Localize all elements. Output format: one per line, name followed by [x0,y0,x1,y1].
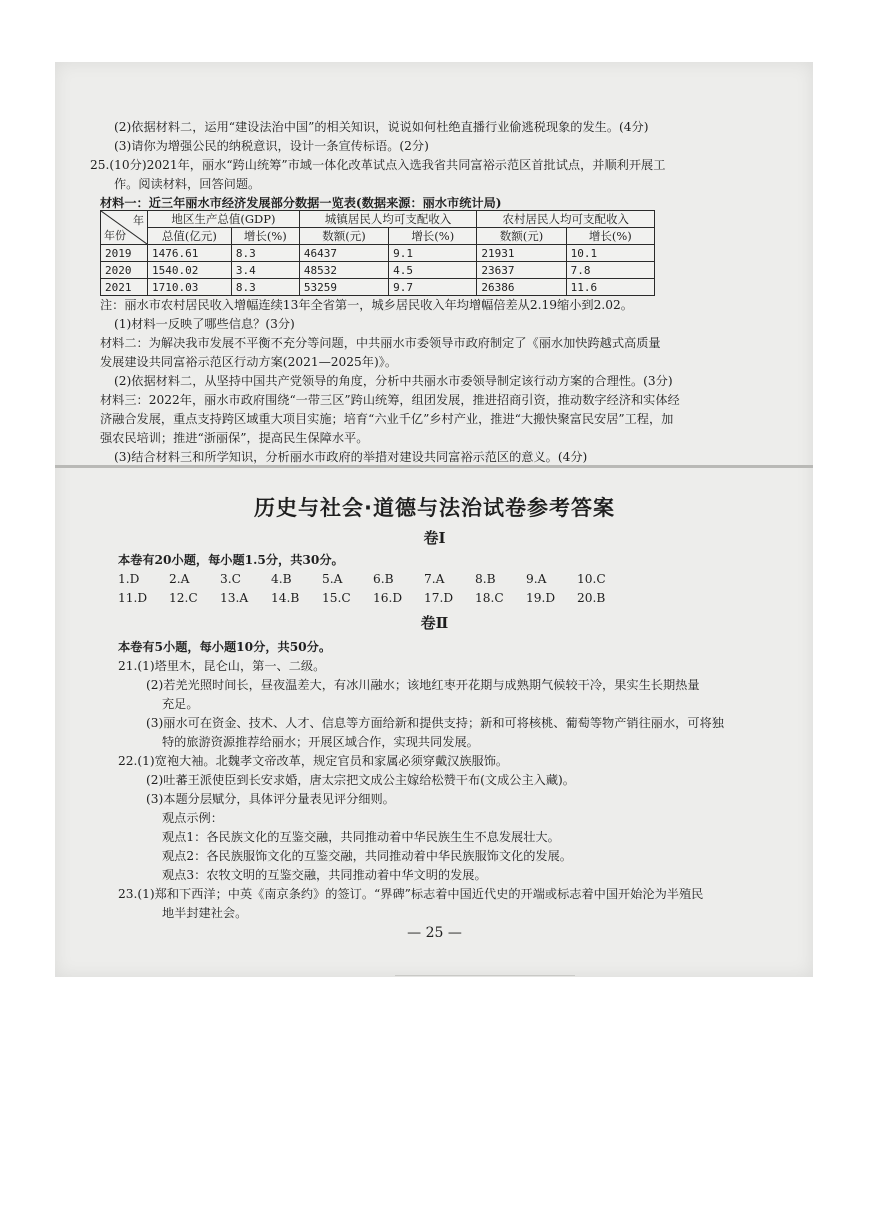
table-cell: 26386 [477,279,566,296]
table-subheader: 增长(%) [231,228,299,245]
mc-answer: 3.C [220,572,241,586]
answer-22-1: 22.(1)宽袍大袖。北魏孝文帝改革，规定官员和家属必须穿戴汉族服饰。 [118,754,509,768]
corner-label-bottom: 年份 [104,229,126,242]
table-cell: 9.1 [389,245,477,262]
volume-2-title: 卷Ⅱ [420,614,449,632]
material1-title: 材料一：近三年丽水市经济发展部分数据一览表(数据来源：丽水市统计局) [100,196,502,210]
table-subheader: 总值(亿元) [148,228,232,245]
table-note: 注：丽水市农村居民收入增幅连续13年全省第一，城乡居民收入年均增幅倍差从2.19缩小到2.02。 [100,298,633,312]
mc-answer: 5.A [322,572,343,586]
mc-answers-row-1 [118,570,778,589]
economy-table-wrap [0,208,869,298]
mc-answer: 17.D [424,591,454,605]
table-subheader: 数额(元) [299,228,388,245]
question-section [90,118,780,213]
mc-answer: 13.A [220,591,249,605]
mc-answer: 15.C [322,591,351,605]
table-cell: 48532 [299,262,388,279]
mc-answer: 1.D [118,572,140,586]
table-cell: 4.5 [389,262,477,279]
q25-intro-line2: 作。阅读材料，回答问题。 [114,177,261,191]
mc-answer: 6.B [373,572,394,586]
mc-answer: 10.C [577,572,606,586]
q25-sub1: (1)材料一反映了哪些信息？(3分) [114,317,295,331]
mc-answers-row-2 [118,589,778,608]
answer-23-1-line1: 23.(1)郑和下西洋；中英《南京条约》的签订。“界碑”标志着中国近代史的开端或标志着中国开始沦为半殖民 [118,887,704,901]
mc-answer: 19.D [526,591,556,605]
mc-answer: 2.A [169,572,190,586]
economy-table [100,210,655,296]
table-cell: 1476.61 [148,245,232,262]
material2-line2: 发展建设共同富裕示范区行动方案(2021—2025年)》。 [100,355,398,369]
table-cell: 21931 [477,245,566,262]
volume-1-title: 卷Ⅰ [423,529,446,547]
volume-1-desc: 本卷有20小题，每小题1.5分，共30分。 [118,553,344,567]
page-number: — 25 — [407,925,462,941]
answer-22-2: (2)吐蕃王派使臣到长安求婚，唐太宗把文成公主嫁给松赞干布(文成公主入藏)。 [146,773,575,787]
mc-answer: 4.B [271,572,292,586]
mc-answer: 7.A [424,572,445,586]
table-group-urban: 城镇居民人均可支配收入 [299,211,477,228]
q24-sub3: (3)请你为增强公民的纳税意识，设计一条宣传标语。(2分) [114,139,429,153]
answer-21-3-line1: (3)丽水可在资金、技术、人才、信息等方面给新和提供支持；新和可将核桃、葡萄等物产销往丽水，可将独 [146,716,724,730]
q25-intro-line1: 25.(10分)2021年，丽水“跨山统筹”市域一体化改革试点入选我省共同富裕示范区首批试点，并顺利开展工 [90,158,666,172]
answer-21-2-line2: 充足。 [162,697,199,711]
q25-sub2: (2)依据材料二，从坚持中国共产党领导的角度，分析中共丽水市委领导制定该行动方案的合理性。(3分) [114,374,673,388]
mc-answer: 18.C [475,591,504,605]
mc-answer: 9.A [526,572,547,586]
mc-answer: 8.B [475,572,496,586]
material2-line1: 材料二：为解决我市发展不平衡不充分等问题，中共丽水市委领导市政府制定了《丽水加快跨越式高质量 [100,336,661,350]
table-cell-year: 2020 [101,262,148,279]
table-row [101,279,655,296]
material3-line1: 材料三：2022年，丽水市政府围绕“一带三区”跨山统筹，组团发展，推进招商引资，推动数字经济和实体经 [100,393,680,407]
table-subheader: 数额(元) [477,228,566,245]
viewpoint-1: 观点1：各民族文化的互鉴交融，共同推动着中华民族生生不息发展壮大。 [162,830,560,844]
answer-22-3: (3)本题分层赋分，具体评分量表见评分细则。 [146,792,395,806]
table-row [101,245,655,262]
table-corner-cell [101,211,148,245]
table-row [101,262,655,279]
table-cell: 7.8 [566,262,654,279]
table-subheader: 增长(%) [566,228,654,245]
viewpoint-3: 观点3：农牧文明的互鉴交融，共同推动着中华文明的发展。 [162,868,487,882]
mc-answer: 20.B [577,591,606,605]
material3-line3: 强农民培训；推进“浙丽保”，提高民生保障水平。 [100,431,369,445]
mc-answer: 14.B [271,591,300,605]
table-cell: 1540.02 [148,262,232,279]
volume-2-desc: 本卷有5小题，每小题10分，共50分。 [118,640,332,654]
question-25-body [100,296,780,467]
viewpoint-2: 观点2：各民族服饰文化的互鉴交融，共同推动着中华民族服饰文化的发展。 [162,849,572,863]
mc-answer: 16.D [373,591,403,605]
q24-sub2: (2)依据材料二，运用“建设法治中国”的相关知识，说说如何杜绝直播行业偷逃税现象的发生。(4分) [114,120,649,134]
table-group-rural: 农村居民人均可支配收入 [477,211,655,228]
bottom-rule [395,975,575,976]
table-cell: 46437 [299,245,388,262]
table-cell: 8.3 [231,279,299,296]
table-cell: 23637 [477,262,566,279]
q25-sub3: (3)结合材料三和所学知识，分析丽水市政府的举措对建设共同富裕示范区的意义。(4分) [114,450,588,464]
corner-label-top: 年 [133,214,144,227]
answer-21-3-line2: 特的旅游资源推荐给丽水；开展区域合作，实现共同发展。 [162,735,479,749]
table-cell: 53259 [299,279,388,296]
answer-21-2-line1: (2)若羌光照时间长，昼夜温差大，有冰川融水；该地红枣开花期与成熟期气候较干冷，果实生长期热量 [146,678,700,692]
table-group-gdp: 地区生产总值(GDP) [148,211,300,228]
table-cell: 10.1 [566,245,654,262]
table-cell: 11.6 [566,279,654,296]
answer-21-1: 21.(1)塔里木，昆仑山，第一、二级。 [118,659,326,673]
material3-line2: 济融合发展，重点支持跨区域重大项目实施；培育“六业千亿”乡村产业，推进“大搬快聚富民安居”工程，加 [100,412,674,426]
mc-answer: 11.D [118,591,148,605]
volume-2-section [118,638,778,923]
table-subheader: 增长(%) [389,228,477,245]
table-cell: 3.4 [231,262,299,279]
table-cell: 9.7 [389,279,477,296]
table-cell-year: 2021 [101,279,148,296]
example-heading: 观点示例： [162,811,223,825]
answer-23-1-line2: 地半封建社会。 [162,906,248,920]
mc-answer: 12.C [169,591,198,605]
table-cell: 1710.03 [148,279,232,296]
answer-key-title: 历史与社会·道德与法治试卷参考答案 [254,496,615,520]
volume-1-section [118,551,778,608]
table-cell: 8.3 [231,245,299,262]
table-cell-year: 2019 [101,245,148,262]
section-divider [55,465,813,468]
